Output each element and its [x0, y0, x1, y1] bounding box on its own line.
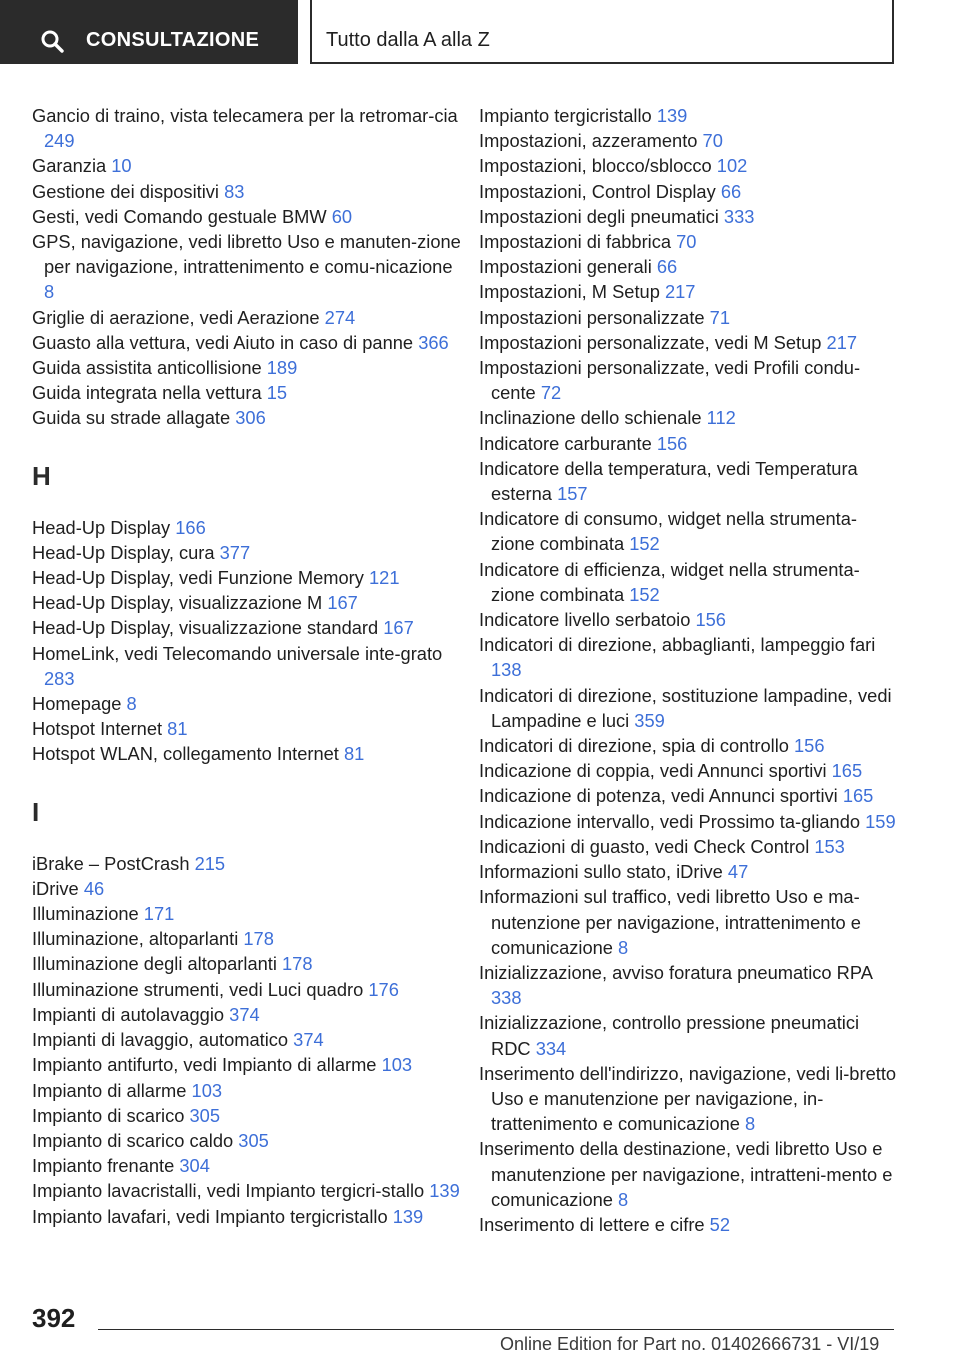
- entry-text: Impianto di scarico caldo: [32, 1129, 239, 1151]
- index-entry: [32, 540, 462, 565]
- entry-text: Impostazioni generali: [479, 256, 657, 278]
- page-link[interactable]: 121: [368, 567, 400, 589]
- page-link[interactable]: 138: [491, 659, 522, 681]
- entry-text: iBrake – PostCrash: [32, 852, 195, 874]
- entry-text: Impianti di lavaggio, automatico: [32, 1029, 294, 1051]
- entry-text: Informazioni sul traffico, vedi libretto Uso e ma-nutenzione per navigazione, intrattenimento e comunicazione: [479, 886, 861, 958]
- index-list-i-continued: [479, 103, 899, 1237]
- entry-text: Illuminazione strumenti, vedi Luci quadro: [32, 978, 369, 1000]
- page-link[interactable]: 10: [111, 155, 132, 177]
- page-link[interactable]: 60: [331, 205, 353, 227]
- entry-text: Impostazioni personalizzate, vedi M Setup: [479, 331, 827, 353]
- page-link[interactable]: 306: [235, 407, 266, 429]
- entry-text: Impianti di autolavaggio: [32, 1003, 230, 1025]
- page-link[interactable]: 171: [143, 903, 175, 925]
- entry-text: Impostazioni, M Setup: [479, 281, 665, 303]
- section-title-tab[interactable]: [310, 0, 894, 64]
- index-entry: [32, 355, 462, 380]
- entry-text: Impianto frenante: [32, 1155, 180, 1177]
- index-entry: [32, 590, 462, 615]
- entry-text: Informazioni sullo stato, iDrive: [479, 861, 728, 883]
- entry-text: Gestione dei dispositivi: [32, 180, 225, 202]
- index-entry: [32, 305, 462, 330]
- index-entry: [479, 884, 899, 960]
- index-entry: [32, 153, 462, 178]
- entry-text: Indicazione di potenza, vedi Annunci sportivi: [479, 785, 843, 807]
- page-link[interactable]: 217: [664, 281, 696, 303]
- page-link[interactable]: 156: [794, 735, 825, 757]
- entry-text: Inserimento dell'indirizzo, navigazione, vedi li-bretto Uso e manutenzione per navigazione, in-trattenimento e comunicazione: [479, 1062, 897, 1135]
- entry-text: Indicatori di direzione, sostituzione lampadine, vedi Lampadine e luci: [479, 684, 892, 731]
- consultazione-tab[interactable]: [0, 0, 298, 64]
- index-entry: [32, 716, 462, 741]
- index-entry: [479, 1136, 899, 1212]
- page-link[interactable]: 167: [327, 592, 358, 614]
- footer-divider: [98, 1329, 894, 1330]
- index-entry: [32, 380, 462, 405]
- entry-text: Guasto alla vettura, vedi Aiuto in caso di panne: [32, 331, 419, 353]
- entry-text: Inclinazione dello schienale: [479, 407, 707, 429]
- page-link[interactable]: 15: [266, 382, 288, 404]
- index-entry: [32, 1078, 462, 1103]
- index-entry: [479, 1212, 899, 1237]
- index-entry: [479, 632, 899, 682]
- letter-heading-h: H: [32, 460, 51, 491]
- index-entry: [479, 405, 899, 430]
- entry-text: Illuminazione, altoparlanti: [32, 928, 244, 950]
- entry-text: Impianto di allarme: [32, 1079, 192, 1101]
- index-entry: [479, 834, 899, 859]
- page-link[interactable]: 139: [656, 105, 688, 126]
- entry-text: Head-Up Display, visualizzazione M: [32, 592, 328, 614]
- index-entry: [32, 1204, 462, 1229]
- page-link[interactable]: 283: [44, 667, 75, 689]
- page-link[interactable]: 102: [716, 155, 748, 177]
- index-entry: [479, 859, 899, 884]
- index-entry: [32, 691, 462, 716]
- entry-text: Impostazioni di fabbrica: [479, 231, 677, 253]
- page-link[interactable]: 47: [727, 861, 749, 883]
- page-link[interactable]: 156: [695, 609, 726, 631]
- index-entry: [32, 204, 462, 229]
- tab-label: CONSULTAZIONE: [86, 29, 260, 51]
- index-entry: [32, 1103, 462, 1128]
- page-link[interactable]: 8: [618, 936, 629, 958]
- page-link[interactable]: 333: [723, 205, 755, 227]
- index-entry: [479, 279, 899, 304]
- section-title: Tutto dalla A alla Z: [326, 29, 490, 51]
- page-link[interactable]: 66: [656, 256, 678, 278]
- entry-text: Indicatore di efficienza, widget nella strumenta-zione combinata: [479, 558, 860, 605]
- index-entry: [32, 1153, 462, 1178]
- entry-text: Griglie di aerazione, vedi Aerazione: [32, 306, 325, 328]
- index-entry: [479, 960, 899, 1010]
- entry-text: Impianto tergicristallo: [479, 105, 657, 126]
- page-link[interactable]: 71: [709, 306, 731, 328]
- page-link[interactable]: 112: [706, 407, 736, 429]
- page-link[interactable]: 153: [814, 835, 845, 857]
- index-entry: [479, 683, 899, 733]
- page-link[interactable]: 166: [175, 516, 206, 538]
- entry-text: Impianto lavacristalli, vedi Impianto tergicri-stallo: [32, 1180, 430, 1202]
- page-link[interactable]: 70: [702, 130, 723, 152]
- page-link[interactable]: 274: [324, 306, 356, 328]
- page-link[interactable]: 178: [282, 953, 313, 975]
- edition-note: Online Edition for Part no. 01402666731 - VI/19: [500, 1334, 880, 1354]
- entry-text: Inizializzazione, avviso foratura pneumatico RPA: [479, 961, 872, 983]
- page-link[interactable]: 334: [535, 1037, 567, 1059]
- page-link[interactable]: 215: [194, 852, 226, 874]
- page-link[interactable]: 359: [634, 709, 665, 731]
- index-entry: [32, 405, 462, 430]
- index-entry: [479, 153, 899, 178]
- index-entry: [479, 330, 899, 355]
- entry-text: Inserimento di lettere e cifre: [479, 1213, 710, 1235]
- page-link[interactable]: 217: [826, 331, 858, 353]
- index-entry: [32, 179, 462, 204]
- index-entry: [32, 515, 462, 540]
- entry-text: Head-Up Display, visualizzazione standard: [32, 617, 384, 639]
- page-link[interactable]: 81: [167, 718, 188, 740]
- page-link[interactable]: 189: [266, 357, 298, 379]
- page-link[interactable]: 103: [191, 1079, 223, 1101]
- index-column-right: [479, 103, 899, 1237]
- index-entry: [32, 977, 462, 1002]
- entry-text: Illuminazione: [32, 903, 144, 925]
- index-entry: [479, 103, 899, 128]
- index-entry: [32, 615, 462, 640]
- entry-text: HomeLink, vedi Telecomando universale inte-grato: [32, 642, 443, 664]
- page-link[interactable]: 304: [179, 1155, 210, 1177]
- index-entry: [479, 355, 899, 405]
- entry-text: Impostazioni degli pneumatici: [479, 205, 724, 227]
- index-entry: [479, 557, 899, 607]
- search-icon: [40, 29, 64, 53]
- index-entry: [32, 951, 462, 976]
- entry-text: Gesti, vedi Comando gestuale BMW: [32, 205, 332, 227]
- page-link[interactable]: 66: [720, 180, 742, 202]
- page-link[interactable]: 70: [676, 231, 697, 253]
- page-link[interactable]: 8: [44, 281, 55, 303]
- index-entry: [32, 1002, 462, 1027]
- page-link[interactable]: 8: [618, 1188, 629, 1210]
- page-link[interactable]: 167: [383, 617, 414, 639]
- index-list-g: [32, 103, 462, 431]
- index-entry: [479, 733, 899, 758]
- page-link[interactable]: 52: [709, 1213, 730, 1235]
- page-link[interactable]: 46: [83, 877, 105, 899]
- entry-text: Guida su strade allagate: [32, 407, 236, 429]
- entry-text: Impostazioni, azzeramento: [479, 130, 703, 152]
- index-entry: [32, 741, 462, 766]
- entry-text: Impostazioni, Control Display: [479, 180, 721, 202]
- page-number: 392: [32, 1303, 76, 1333]
- entry-text: Indicatori di direzione, abbaglianti, lampeggio fari: [479, 634, 876, 656]
- entry-text: Hotspot Internet: [32, 718, 168, 740]
- index-entry: [32, 1128, 462, 1153]
- index-entry: [479, 128, 899, 153]
- entry-text: GPS, navigazione, vedi libretto Uso e manuten-zione per navigazione, intrattenimento e comu-nicazione: [32, 231, 461, 278]
- index-entry: [32, 330, 462, 355]
- page-link[interactable]: 103: [381, 1054, 413, 1076]
- page-link[interactable]: 374: [229, 1003, 260, 1025]
- page-link[interactable]: 152: [629, 533, 660, 555]
- entry-text: Guida integrata nella vettura: [32, 382, 267, 404]
- page-link[interactable]: 139: [429, 1180, 460, 1202]
- index-entry: [479, 1061, 899, 1137]
- index-entry: [479, 254, 899, 279]
- entry-text: Indicatori di direzione, spia di controllo: [479, 735, 795, 757]
- entry-text: Impostazioni, blocco/sblocco: [479, 155, 717, 177]
- entry-text: Illuminazione degli altoparlanti: [32, 953, 282, 975]
- entry-text: iDrive: [32, 877, 84, 899]
- page-link[interactable]: 249: [44, 130, 75, 152]
- entry-text: Garanzia: [32, 155, 112, 177]
- page-link[interactable]: 165: [842, 785, 874, 807]
- page-link[interactable]: 178: [243, 928, 274, 950]
- index-entry: [479, 229, 899, 254]
- entry-text: Indicatore della temperatura, vedi Temperatura esterna: [479, 457, 858, 505]
- page-link[interactable]: 165: [831, 760, 863, 782]
- entry-text: Indicatore livello serbatoio: [479, 609, 696, 631]
- page-link[interactable]: 305: [189, 1104, 221, 1126]
- letter-heading-i: I: [32, 796, 40, 827]
- entry-text: Impianto antifurto, vedi Impianto di allarme: [32, 1054, 382, 1076]
- index-column-left: [32, 103, 462, 1229]
- index-entry: [32, 1052, 462, 1077]
- index-entry: [32, 103, 462, 153]
- entry-text: Guida assistita anticollisione: [32, 357, 267, 379]
- page-link[interactable]: 8: [745, 1113, 756, 1135]
- page-link[interactable]: 81: [343, 743, 365, 765]
- index-entry: [32, 1027, 462, 1052]
- index-entry: [32, 926, 462, 951]
- index-entry: [32, 1178, 462, 1203]
- index-entry: [32, 876, 462, 901]
- page-link[interactable]: 159: [865, 810, 896, 832]
- index-entry: [32, 901, 462, 926]
- index-entry: [479, 809, 899, 834]
- page-link[interactable]: 305: [238, 1129, 269, 1151]
- page-link[interactable]: 176: [368, 978, 399, 1000]
- entry-text: Indicatore carburante: [479, 432, 657, 454]
- entry-text: Head-Up Display, cura: [32, 541, 220, 563]
- index-entry: [479, 179, 899, 204]
- entry-text: Head-Up Display, vedi Funzione Memory: [32, 567, 369, 589]
- index-entry: [32, 851, 462, 876]
- index-entry: [479, 431, 899, 456]
- index-entry: [32, 229, 462, 305]
- index-entry: [479, 506, 899, 556]
- entry-text: Impianto di scarico: [32, 1104, 190, 1126]
- index-entry: [32, 565, 462, 590]
- page-link[interactable]: 139: [392, 1205, 424, 1227]
- index-entry: [479, 456, 899, 506]
- entry-text: Impianto lavafari, vedi Impianto tergicristallo: [32, 1205, 393, 1227]
- page-link[interactable]: 156: [656, 432, 688, 454]
- entry-text: Gancio di traino, vista telecamera per la retromar-cia: [32, 105, 458, 126]
- page-link[interactable]: 374: [293, 1029, 324, 1051]
- index-entry: [479, 758, 899, 783]
- page-link[interactable]: 72: [540, 382, 562, 404]
- entry-text: Indicazioni di guasto, vedi Check Control: [479, 835, 815, 857]
- index-list-i: [32, 851, 462, 1229]
- index-entry: [479, 305, 899, 330]
- page-link[interactable]: 366: [418, 331, 449, 353]
- entry-text: Impostazioni personalizzate, vedi Profili condu-cente: [479, 357, 861, 404]
- index-entry: [32, 641, 462, 691]
- index-list-h: [32, 515, 462, 767]
- page-link[interactable]: 338: [491, 987, 522, 1009]
- page-link[interactable]: 8: [126, 693, 137, 715]
- page-link[interactable]: 157: [557, 483, 588, 505]
- header: [0, 0, 960, 66]
- entry-text: Hotspot WLAN, collegamento Internet: [32, 743, 344, 765]
- index-entry: [479, 783, 899, 808]
- index-entry: [479, 607, 899, 632]
- entry-text: Head-Up Display: [32, 516, 176, 538]
- index-entry: [479, 204, 899, 229]
- entry-text: Indicazione di coppia, vedi Annunci sportivi: [479, 760, 832, 782]
- index-entry: [479, 1010, 899, 1060]
- entry-text: Inserimento della destinazione, vedi libretto Uso e manutenzione per navigazione, intratteni-mento e comunicazione: [479, 1138, 893, 1210]
- page-link[interactable]: 377: [219, 541, 251, 563]
- page-link[interactable]: 83: [224, 180, 245, 202]
- entry-text: Homepage: [32, 693, 127, 715]
- entry-text: Indicatore di consumo, widget nella strumenta-zione combinata: [479, 508, 858, 555]
- entry-text: Indicazione intervallo, vedi Prossimo ta-gliando: [479, 810, 866, 832]
- entry-text: Impostazioni personalizzate: [479, 306, 710, 328]
- entry-text: Inizializzazione, controllo pressione pneumatici RDC: [479, 1012, 860, 1059]
- page-link[interactable]: 152: [629, 583, 660, 605]
